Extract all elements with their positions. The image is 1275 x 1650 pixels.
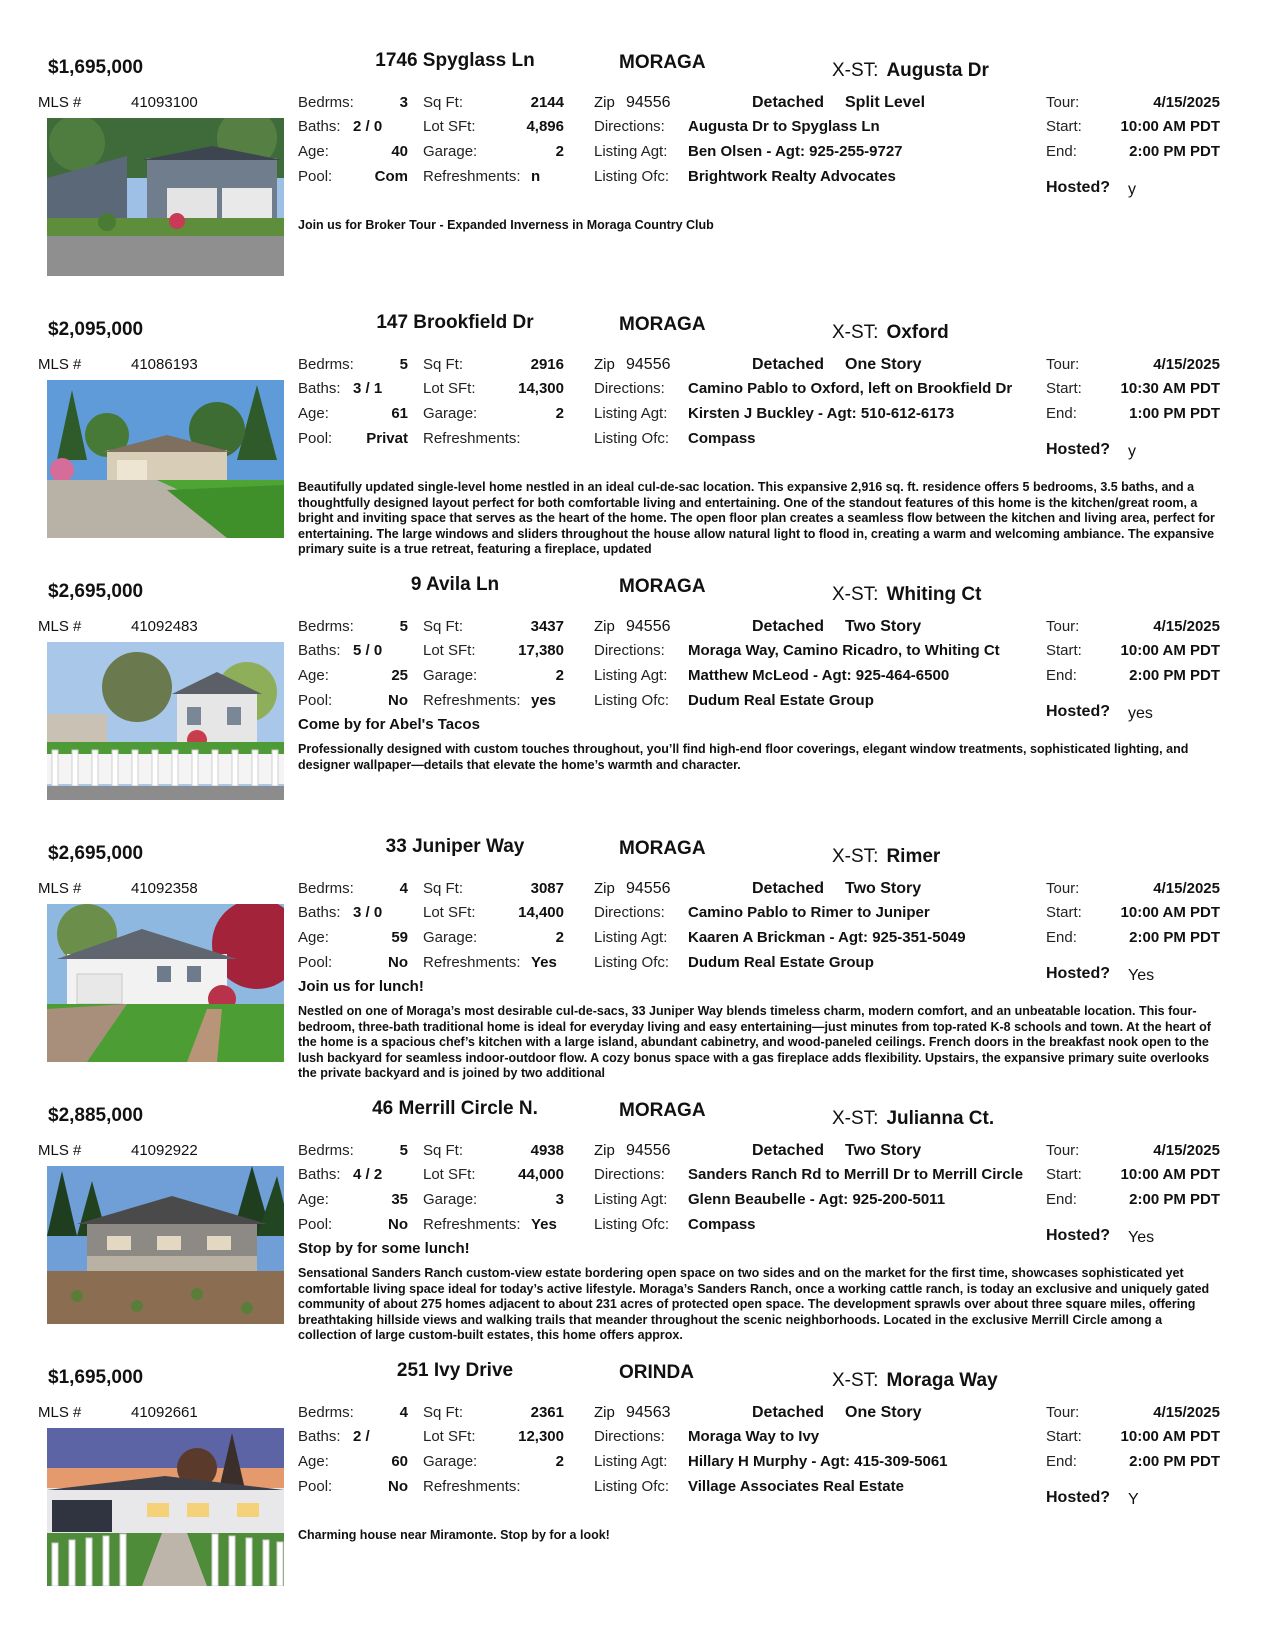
- start-label: Start:: [1046, 642, 1082, 659]
- bedrooms-value: 5: [399, 618, 408, 635]
- garage-label: Garage:: [423, 929, 478, 946]
- start-label: Start:: [1046, 380, 1082, 397]
- cross-street: [832, 60, 989, 82]
- listing-photo: [47, 904, 284, 1062]
- start-label: Start:: [1046, 1428, 1082, 1445]
- property-style: One Story: [845, 1404, 922, 1421]
- mls-number: 41092661: [131, 1404, 198, 1421]
- directions-value: Moraga Way, Camino Ricadro, to Whiting Ct: [688, 642, 1000, 659]
- directions-value: Sanders Ranch Rd to Merrill Dr to Merrill Circle: [688, 1166, 1024, 1183]
- listing-photo: [47, 1428, 284, 1586]
- pool-label: Pool:: [298, 1216, 333, 1233]
- pool-label: Pool:: [298, 1478, 333, 1495]
- listing-office-label: Listing Ofc:: [594, 430, 670, 447]
- listing-note: Stop by for some lunch!: [298, 1240, 470, 1257]
- start-time: 10:00 AM PDT: [1120, 1428, 1220, 1445]
- refreshments-value: n: [531, 168, 541, 185]
- cross-street: [832, 846, 940, 868]
- garage-value: 2: [555, 1453, 564, 1470]
- zip-value: 94556: [626, 1142, 671, 1159]
- end-label: End:: [1046, 143, 1077, 160]
- listing-office-label: Listing Ofc:: [594, 168, 670, 185]
- listing-address: 9 Avila Ln: [410, 574, 500, 595]
- baths-label: Baths:: [298, 1166, 341, 1183]
- age-value: 25: [391, 667, 408, 684]
- sqft-label: Sq Ft:: [423, 618, 464, 635]
- refreshments-label: Refreshments:: [423, 1216, 521, 1233]
- mls-number: 41092358: [131, 880, 198, 897]
- cross-street: [832, 322, 949, 344]
- listing-agent-value: Glenn Beaubelle - Agt: 925-200-5011: [688, 1191, 946, 1208]
- end-label: End:: [1046, 929, 1077, 946]
- listing-note: Join us for lunch!: [298, 978, 424, 995]
- sqft-label: Sq Ft:: [423, 356, 464, 373]
- baths-label: Baths:: [298, 642, 341, 659]
- zip-value: 94556: [626, 94, 671, 111]
- listing: [0, 262, 1275, 557]
- pool-label: Pool:: [298, 954, 333, 971]
- lot-label: Lot SFt:: [423, 642, 476, 659]
- garage-label: Garage:: [423, 143, 478, 160]
- age-label: Age:: [298, 1453, 329, 1470]
- cross-street-label: X-ST:: [832, 1370, 879, 1391]
- listing-price: $1,695,000: [48, 57, 144, 78]
- baths-value: 2 / 0: [353, 118, 383, 135]
- age-value: 40: [391, 143, 408, 160]
- pool-value: No: [388, 692, 408, 709]
- listing-address: 147 Brookfield Dr: [376, 312, 534, 333]
- listing: [0, 1048, 1275, 1343]
- listing-address: 33 Juniper Way: [385, 836, 525, 857]
- property-type: Detached: [752, 1404, 825, 1421]
- age-value: 59: [391, 929, 408, 946]
- directions-label: Directions:: [594, 380, 665, 397]
- listing-office-value: Dudum Real Estate Group: [688, 954, 874, 971]
- mls-label: MLS #: [38, 618, 82, 635]
- directions-label: Directions:: [594, 1166, 665, 1183]
- cross-street-label: X-ST:: [832, 1108, 879, 1129]
- tour-label: Tour:: [1046, 1142, 1080, 1159]
- bedrooms-label: Bedrms:: [298, 618, 354, 635]
- mls-number: 41092922: [131, 1142, 198, 1159]
- listing-city: MORAGA: [619, 576, 706, 597]
- listing-city: MORAGA: [619, 1100, 706, 1121]
- lot-label: Lot SFt:: [423, 118, 476, 135]
- cross-street-label: X-ST:: [832, 60, 879, 81]
- lot-value: 17,380: [518, 642, 564, 659]
- refreshments-label: Refreshments:: [423, 168, 521, 185]
- mls-label: MLS #: [38, 880, 82, 897]
- listing-agent-label: Listing Agt:: [594, 667, 668, 684]
- sqft-label: Sq Ft:: [423, 94, 464, 111]
- property-type: Detached: [752, 356, 825, 373]
- lot-label: Lot SFt:: [423, 1428, 476, 1445]
- lot-value: 12,300: [518, 1428, 564, 1445]
- cross-street-label: X-ST:: [832, 846, 879, 867]
- bedrooms-label: Bedrms:: [298, 1404, 354, 1421]
- listing: [0, 786, 1275, 1081]
- lot-value: 14,400: [518, 904, 564, 921]
- property-style: Two Story: [845, 880, 922, 897]
- hosted-value: Yes: [1128, 1229, 1155, 1246]
- age-label: Age:: [298, 667, 329, 684]
- cross-street: [832, 1370, 998, 1392]
- end-label: End:: [1046, 1191, 1077, 1208]
- garage-value: 2: [555, 667, 564, 684]
- property-style: Split Level: [845, 94, 926, 111]
- mls-number: 41086193: [131, 356, 198, 373]
- tour-date: 4/15/2025: [1153, 356, 1220, 373]
- bedrooms-label: Bedrms:: [298, 356, 354, 373]
- start-time: 10:00 AM PDT: [1120, 904, 1220, 921]
- bedrooms-label: Bedrms:: [298, 1142, 354, 1159]
- baths-label: Baths:: [298, 904, 341, 921]
- bedrooms-value: 4: [399, 880, 408, 897]
- directions-label: Directions:: [594, 118, 665, 135]
- zip-value: 94556: [626, 880, 671, 897]
- listing-price: $1,695,000: [48, 1367, 144, 1388]
- baths-value: 4 / 2: [353, 1166, 383, 1183]
- start-label: Start:: [1046, 1166, 1082, 1183]
- listing-agent-value: Matthew McLeod - Agt: 925-464-6500: [688, 667, 950, 684]
- baths-value: 2 /: [353, 1428, 370, 1445]
- zip-label: Zip: [594, 880, 615, 897]
- cross-street-label: X-ST:: [832, 584, 879, 605]
- hosted-value: Y: [1128, 1491, 1139, 1508]
- listing-agent-value: Kirsten J Buckley - Agt: 510-612-6173: [688, 405, 955, 422]
- listing-office-value: Compass: [688, 1216, 756, 1233]
- listing-description: Beautifully updated single-level home nestled in an ideal cul-de-sac location. This expansive 2,916 sq. ft. residence offers 5 bedrooms, 3.5 baths, and a thoughtfully designed layout perfect for both comfortable living and entertaining. One of the standout features of this home is the kitchen/great room, a bright and inviting space that serves as the heart of the home. The open floor plan creates a seamless flow between the kitchen and living area, perfect for entertaining. The large windows and sliders throughout the house allow natural light to flood in, creating a warm and welcoming ambiance. The expansive primary suite is a true retreat, featuring a fireplace, updated: [298, 480, 1215, 557]
- tour-label: Tour:: [1046, 1404, 1080, 1421]
- mls-label: MLS #: [38, 1142, 82, 1159]
- end-time: 2:00 PM PDT: [1129, 1191, 1220, 1208]
- cross-street-label: X-ST:: [832, 322, 879, 343]
- cross-street: [832, 1108, 994, 1130]
- property-type: Detached: [752, 618, 825, 635]
- mls-label: MLS #: [38, 1404, 82, 1421]
- listing-city: MORAGA: [619, 52, 706, 73]
- directions-label: Directions:: [594, 642, 665, 659]
- listing-office-label: Listing Ofc:: [594, 1478, 670, 1495]
- sqft-value: 4938: [530, 1142, 564, 1159]
- garage-label: Garage:: [423, 667, 478, 684]
- bedrooms-label: Bedrms:: [298, 94, 354, 111]
- garage-value: 2: [555, 143, 564, 160]
- hosted-label: Hosted?: [1046, 1227, 1110, 1244]
- sqft-label: Sq Ft:: [423, 880, 464, 897]
- end-time: 1:00 PM PDT: [1129, 405, 1220, 422]
- directions-value: Augusta Dr to Spyglass Ln: [688, 118, 880, 135]
- pool-value: No: [388, 954, 408, 971]
- tour-date: 4/15/2025: [1153, 1142, 1220, 1159]
- lot-value: 44,000: [518, 1166, 564, 1183]
- hosted-value: y: [1128, 181, 1136, 198]
- property-type: Detached: [752, 880, 825, 897]
- garage-label: Garage:: [423, 1191, 478, 1208]
- end-time: 2:00 PM PDT: [1129, 1453, 1220, 1470]
- tour-date: 4/15/2025: [1153, 880, 1220, 897]
- listing-city: ORINDA: [619, 1362, 694, 1383]
- bedrooms-value: 4: [399, 1404, 408, 1421]
- pool-value: No: [388, 1478, 408, 1495]
- mls-number: 41092483: [131, 618, 198, 635]
- listing-agent-label: Listing Agt:: [594, 1191, 668, 1208]
- start-time: 10:00 AM PDT: [1120, 118, 1220, 135]
- listing: [0, 524, 1275, 786]
- bedrooms-value: 3: [399, 94, 408, 111]
- listing-office-label: Listing Ofc:: [594, 954, 670, 971]
- hosted-label: Hosted?: [1046, 703, 1110, 720]
- zip-value: 94563: [626, 1404, 671, 1421]
- listing: [0, 0, 1275, 262]
- tour-label: Tour:: [1046, 618, 1080, 635]
- bedrooms-label: Bedrms:: [298, 880, 354, 897]
- listing-agent-value: Ben Olsen - Agt: 925-255-9727: [688, 143, 903, 160]
- sqft-value: 3087: [530, 880, 564, 897]
- zip-value: 94556: [626, 356, 671, 373]
- zip-label: Zip: [594, 94, 615, 111]
- hosted-label: Hosted?: [1046, 1489, 1110, 1506]
- age-value: 61: [391, 405, 408, 422]
- zip-label: Zip: [594, 356, 615, 373]
- listing-office-label: Listing Ofc:: [594, 692, 670, 709]
- garage-value: 2: [555, 405, 564, 422]
- lot-label: Lot SFt:: [423, 904, 476, 921]
- listing-description: Nestled on one of Moraga’s most desirable cul-de-sacs, 33 Juniper Way blends timeless charm, modern comfort, and an unbeatable location. This four-bedroom, three-bath traditional home is ideal for everyday living and easy entertaining—just minutes from top-rated K-8 schools and town. At the heart of the home is a spacious chef’s kitchen with a large island, abundant cabinetry, and wood-paneled ceilings. French doors in the breakfast nook open to the lush backyard for seamless indoor-outdoor flow. A cozy bonus space with a gas fireplace adds flexibility. Upstairs, the expansive primary suite overlooks the private backyard and is joined by two additional: [298, 1004, 1211, 1081]
- start-label: Start:: [1046, 118, 1082, 135]
- listing-description: Professionally designed with custom touches throughout, you’ll find high-end floor coverings, elegant window treatments, sophisticated lighting, and designer wallpaper—details that elevate the home’s warmth and character.: [298, 742, 1189, 772]
- listing-photo: [47, 380, 284, 538]
- refreshments-value: Yes: [531, 1216, 557, 1233]
- tour-label: Tour:: [1046, 356, 1080, 373]
- pool-value: Com: [374, 168, 408, 185]
- cross-street-value: Augusta Dr: [886, 60, 989, 81]
- lot-label: Lot SFt:: [423, 1166, 476, 1183]
- end-time: 2:00 PM PDT: [1129, 143, 1220, 160]
- cross-street-value: Oxford: [886, 322, 949, 343]
- zip-value: 94556: [626, 618, 671, 635]
- lot-label: Lot SFt:: [423, 380, 476, 397]
- cross-street-value: Moraga Way: [886, 1370, 998, 1391]
- listing-description: Charming house near Miramonte. Stop by for a look!: [298, 1528, 610, 1542]
- listing-price: $2,695,000: [48, 843, 144, 864]
- mls-number: 41093100: [131, 94, 198, 111]
- directions-value: Moraga Way to Ivy: [688, 1428, 820, 1445]
- age-label: Age:: [298, 929, 329, 946]
- start-time: 10:30 AM PDT: [1120, 380, 1220, 397]
- lot-value: 4,896: [526, 118, 564, 135]
- pool-label: Pool:: [298, 692, 333, 709]
- listing-price: $2,695,000: [48, 581, 144, 602]
- listing-office-value: Compass: [688, 430, 756, 447]
- listing-address: 46 Merrill Circle N.: [372, 1098, 538, 1119]
- pool-value: Privat: [366, 430, 408, 447]
- cross-street-value: Whiting Ct: [886, 584, 982, 605]
- listing-price: $2,885,000: [48, 1105, 144, 1126]
- pool-label: Pool:: [298, 168, 333, 185]
- hosted-label: Hosted?: [1046, 441, 1110, 458]
- refreshments-label: Refreshments:: [423, 1478, 521, 1495]
- baths-value: 3 / 1: [353, 380, 383, 397]
- refreshments-label: Refreshments:: [423, 954, 521, 971]
- tour-label: Tour:: [1046, 880, 1080, 897]
- tour-date: 4/15/2025: [1153, 1404, 1220, 1421]
- listing-agent-label: Listing Agt:: [594, 1453, 668, 1470]
- hosted-label: Hosted?: [1046, 179, 1110, 196]
- listing-office-value: Brightwork Realty Advocates: [688, 168, 896, 185]
- baths-label: Baths:: [298, 380, 341, 397]
- listing-city: MORAGA: [619, 838, 706, 859]
- end-label: End:: [1046, 1453, 1077, 1470]
- zip-label: Zip: [594, 618, 615, 635]
- listing-city: MORAGA: [619, 314, 706, 335]
- listing: [0, 1310, 1275, 1572]
- directions-value: Camino Pablo to Rimer to Juniper: [688, 904, 930, 921]
- listing-photo: [47, 118, 284, 276]
- mls-label: MLS #: [38, 94, 82, 111]
- bedrooms-value: 5: [399, 1142, 408, 1159]
- bedrooms-value: 5: [399, 356, 408, 373]
- baths-value: 5 / 0: [353, 642, 383, 659]
- listing-address: 251 Ivy Drive: [396, 1360, 514, 1381]
- garage-value: 3: [555, 1191, 564, 1208]
- age-value: 60: [391, 1453, 408, 1470]
- refreshments-value: Yes: [531, 954, 557, 971]
- listing-note: Come by for Abel's Tacos: [298, 716, 480, 733]
- tour-date: 4/15/2025: [1153, 618, 1220, 635]
- sqft-value: 2361: [530, 1404, 564, 1421]
- start-time: 10:00 AM PDT: [1120, 642, 1220, 659]
- directions-value: Camino Pablo to Oxford, left on Brookfield Dr: [688, 380, 1013, 397]
- end-label: End:: [1046, 405, 1077, 422]
- age-label: Age:: [298, 1191, 329, 1208]
- listing-office-value: Dudum Real Estate Group: [688, 692, 874, 709]
- sqft-value: 3437: [530, 618, 564, 635]
- end-label: End:: [1046, 667, 1077, 684]
- listing-agent-value: Kaaren A Brickman - Agt: 925-351-5049: [688, 929, 966, 946]
- tour-label: Tour:: [1046, 94, 1080, 111]
- refreshments-label: Refreshments:: [423, 692, 521, 709]
- garage-label: Garage:: [423, 405, 478, 422]
- baths-value: 3 / 0: [353, 904, 383, 921]
- refreshments-value: yes: [531, 692, 557, 709]
- zip-label: Zip: [594, 1404, 615, 1421]
- pool-value: No: [388, 1216, 408, 1233]
- listing-description: Join us for Broker Tour - Expanded Inverness in Moraga Country Club: [298, 218, 714, 232]
- tour-date: 4/15/2025: [1153, 94, 1220, 111]
- cross-street-value: Julianna Ct.: [886, 1108, 995, 1129]
- cross-street: [832, 584, 981, 606]
- hosted-value: y: [1128, 443, 1136, 460]
- listing-price: $2,095,000: [48, 319, 144, 340]
- lot-value: 14,300: [518, 380, 564, 397]
- sqft-label: Sq Ft:: [423, 1142, 464, 1159]
- property-style: Two Story: [845, 618, 922, 635]
- age-label: Age:: [298, 143, 329, 160]
- mls-label: MLS #: [38, 356, 82, 373]
- hosted-value: yes: [1128, 705, 1153, 722]
- start-label: Start:: [1046, 904, 1082, 921]
- hosted-value: Yes: [1128, 967, 1155, 984]
- property-type: Detached: [752, 1142, 825, 1159]
- listing-agent-label: Listing Agt:: [594, 929, 668, 946]
- property-style: Two Story: [845, 1142, 922, 1159]
- end-time: 2:00 PM PDT: [1129, 667, 1220, 684]
- cross-street-value: Rimer: [886, 846, 941, 867]
- start-time: 10:00 AM PDT: [1120, 1166, 1220, 1183]
- sqft-value: 2144: [530, 94, 564, 111]
- listing-agent-value: Hillary H Murphy - Agt: 415-309-5061: [688, 1453, 948, 1470]
- listing-address: 1746 Spyglass Ln: [375, 50, 535, 71]
- garage-value: 2: [555, 929, 564, 946]
- garage-label: Garage:: [423, 1453, 478, 1470]
- sqft-value: 2916: [530, 356, 564, 373]
- listing-photo: [47, 1166, 284, 1324]
- listing-agent-label: Listing Agt:: [594, 405, 668, 422]
- listing-agent-label: Listing Agt:: [594, 143, 668, 160]
- hosted-label: Hosted?: [1046, 965, 1110, 982]
- listing-office-value: Village Associates Real Estate: [688, 1478, 904, 1495]
- baths-label: Baths:: [298, 118, 341, 135]
- baths-label: Baths:: [298, 1428, 341, 1445]
- listing-description: Sensational Sanders Ranch custom-view estate bordering open space on two sides and on the market for the first time, showcases sophisticated yet comfortable living space ideal for today’s active lifestyle. Moraga’s Sanders Ranch, once a working cattle ranch, is today an exclusive and uniquely gated community of about 275 homes adjacent to about 231 acres of protected open space. The development sprawls over about three square miles, offering breathtaking hillside views and walking trails that meander throughout the scenic neighborhoods. Located in the exclusive Merrill Circle among a collection of large custom-built estates, this home offers approx.: [298, 1266, 1210, 1343]
- property-style: One Story: [845, 356, 922, 373]
- age-label: Age:: [298, 405, 329, 422]
- property-type: Detached: [752, 94, 825, 111]
- sqft-label: Sq Ft:: [423, 1404, 464, 1421]
- end-time: 2:00 PM PDT: [1129, 929, 1220, 946]
- zip-label: Zip: [594, 1142, 615, 1159]
- listing-office-label: Listing Ofc:: [594, 1216, 670, 1233]
- refreshments-label: Refreshments:: [423, 430, 521, 447]
- directions-label: Directions:: [594, 904, 665, 921]
- age-value: 35: [391, 1191, 408, 1208]
- pool-label: Pool:: [298, 430, 333, 447]
- listing-photo: [47, 642, 284, 800]
- directions-label: Directions:: [594, 1428, 665, 1445]
